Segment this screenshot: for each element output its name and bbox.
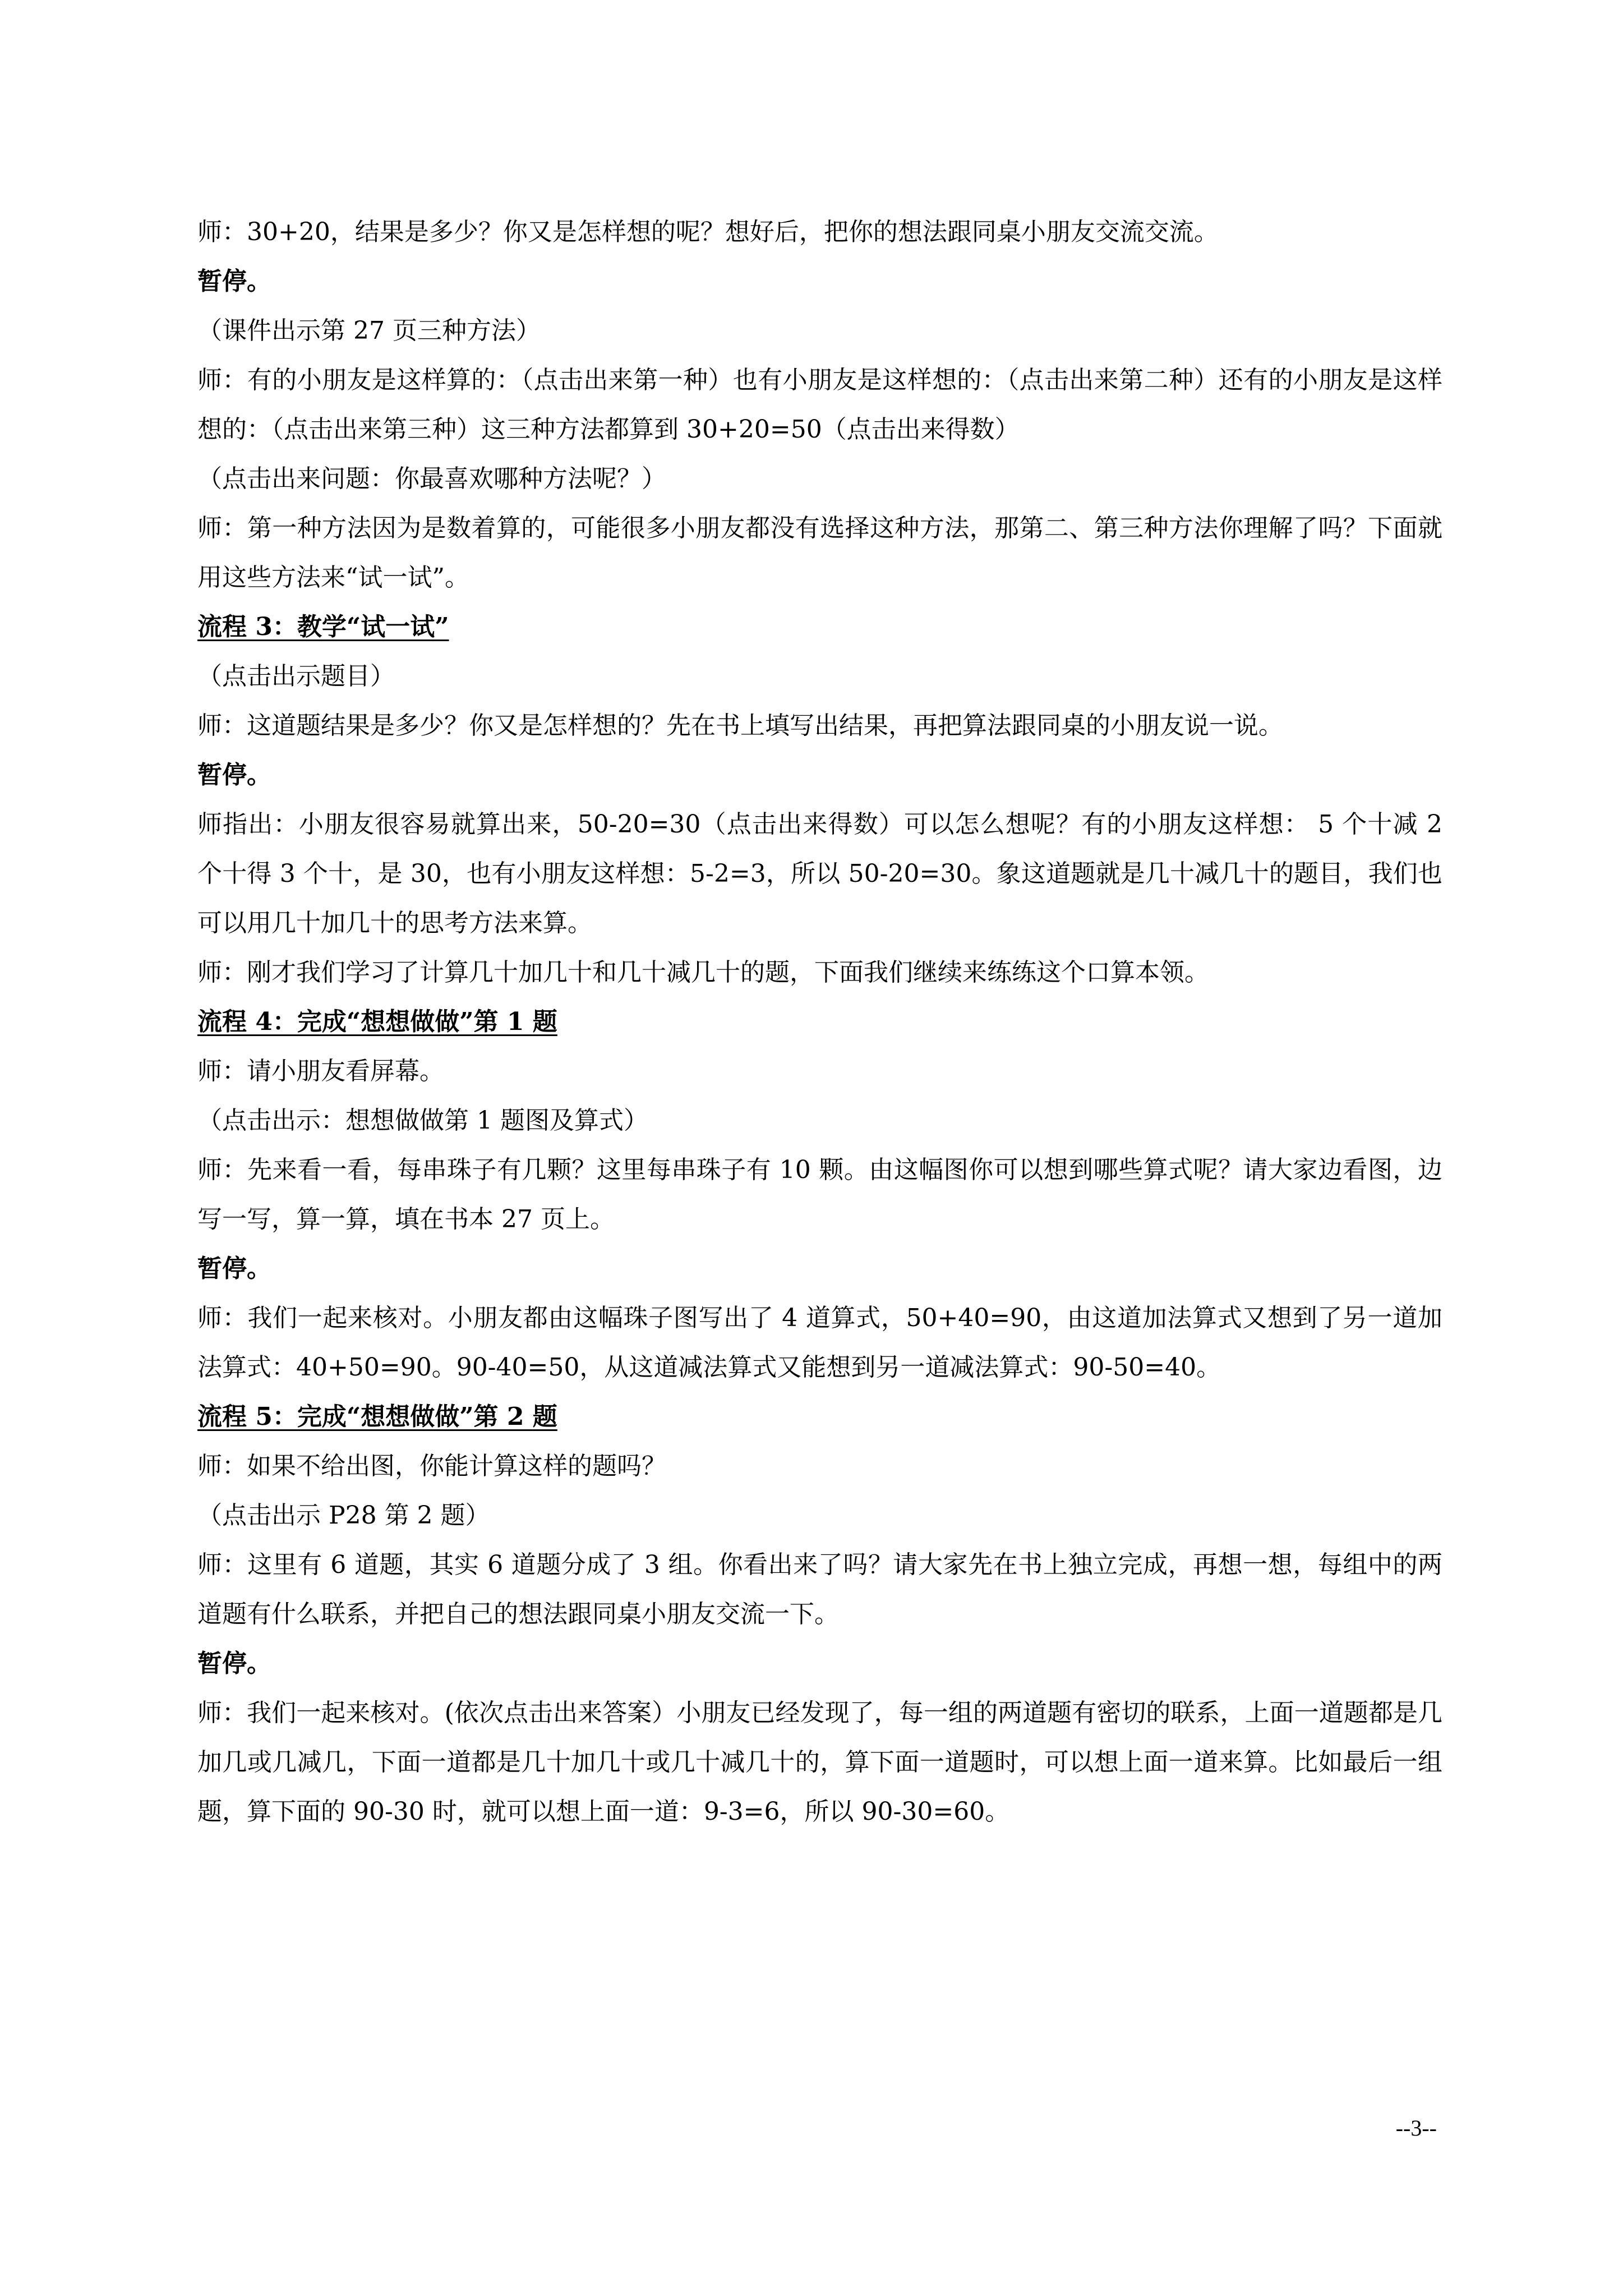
section-heading: 流程 5：完成“想想做做”第 2 题 (197, 1402, 557, 1431)
pause-label: 暂停。 (197, 1254, 271, 1283)
pause-label: 暂停。 (197, 1649, 271, 1678)
section-heading: 流程 4：完成“想想做做”第 1 题 (197, 1007, 557, 1036)
paragraph: （点击出示题目） (197, 662, 395, 691)
page-number: --3-- (1395, 2115, 1437, 2141)
paragraph: 师：30+20，结果是多少？你又是怎样想的呢？想好后，把你的想法跟同桌小朋友交流交流。 (197, 218, 1219, 246)
paragraph: 师：先来看一看，每串珠子有几颗？这里每串珠子有 10 颗。由这幅图你可以想到哪些算式呢？请大家边看图，边写一写，算一算，填在书本 27 页上。 (197, 1156, 1442, 1234)
paragraph: 师：这道题结果是多少？你又是怎样想的？先在书上填写出结果，再把算法跟同桌的小朋友说一说。 (197, 711, 1283, 740)
pause-label: 暂停。 (197, 267, 271, 296)
paragraph: （点击出示：想想做做第 1 题图及算式） (197, 1106, 648, 1135)
paragraph: （课件出示第 27 页三种方法） (197, 316, 541, 345)
paragraph: （点击出来问题：你最喜欢哪种方法呢？） (197, 464, 666, 493)
paragraph: 师：我们一起来核对。(依次点击出来答案）小朋友已经发现了，每一组的两道题有密切的联系，上面一道题都是几加几或几减几，下面一道都是几十加几十或几十减几十的，算下面一道题时，可以想上面一道来算。比如最后一组题，算下面的 90-30 时，就可以想上面一道：9-3=6，所以 90-30=60。 (197, 1699, 1442, 1826)
section-heading: 流程 3：教学“试一试” (197, 613, 449, 641)
paragraph: 师：这里有 6 道题，其实 6 道题分成了 3 组。你看出来了吗？请大家先在书上独立完成，再想一想，每组中的两道题有什么联系，并把自己的想法跟同桌小朋友交流一下。 (197, 1550, 1442, 1628)
document-body (197, 208, 1442, 1837)
paragraph: 师：如果不给出图，你能计算这样的题吗？ (197, 1452, 666, 1480)
paragraph: 师：请小朋友看屏幕。 (197, 1057, 444, 1085)
paragraph: 师指出：小朋友很容易就算出来，50-20=30（点击出来得数）可以怎么想呢？有的小朋友这样想： 5 个十减 2 个十得 3 个十，是 30，也有小朋友这样想：5-2=3，所以 50-20=30。象这道题就是几十减几十的题目，我们也可以用几十加几十的思考方法来算。 (197, 810, 1442, 937)
pause-label: 暂停。 (197, 761, 271, 789)
paragraph: （点击出示 P28 第 2 题） (197, 1501, 490, 1530)
paragraph: 师：我们一起来核对。小朋友都由这幅珠子图写出了 4 道算式，50+40=90，由这道加法算式又想到了另一道加法算式：40+50=90。90-40=50，从这道减法算式又能想到另一道减法算式：90-50=40。 (197, 1304, 1442, 1382)
paragraph: 师：刚才我们学习了计算几十加几十和几十减几十的题，下面我们继续来练练这个口算本领。 (197, 958, 1209, 987)
paragraph: 师：第一种方法因为是数着算的，可能很多小朋友都没有选择这种方法，那第二、第三种方法你理解了吗？下面就用这些方法来“试一试”。 (197, 514, 1442, 592)
paragraph: 师：有的小朋友是这样算的：（点击出来第一种）也有小朋友是这样想的：（点击出来第二种）还有的小朋友是这样想的：（点击出来第三种）这三种方法都算到 30+20=50（点击出来得数） (197, 366, 1442, 444)
